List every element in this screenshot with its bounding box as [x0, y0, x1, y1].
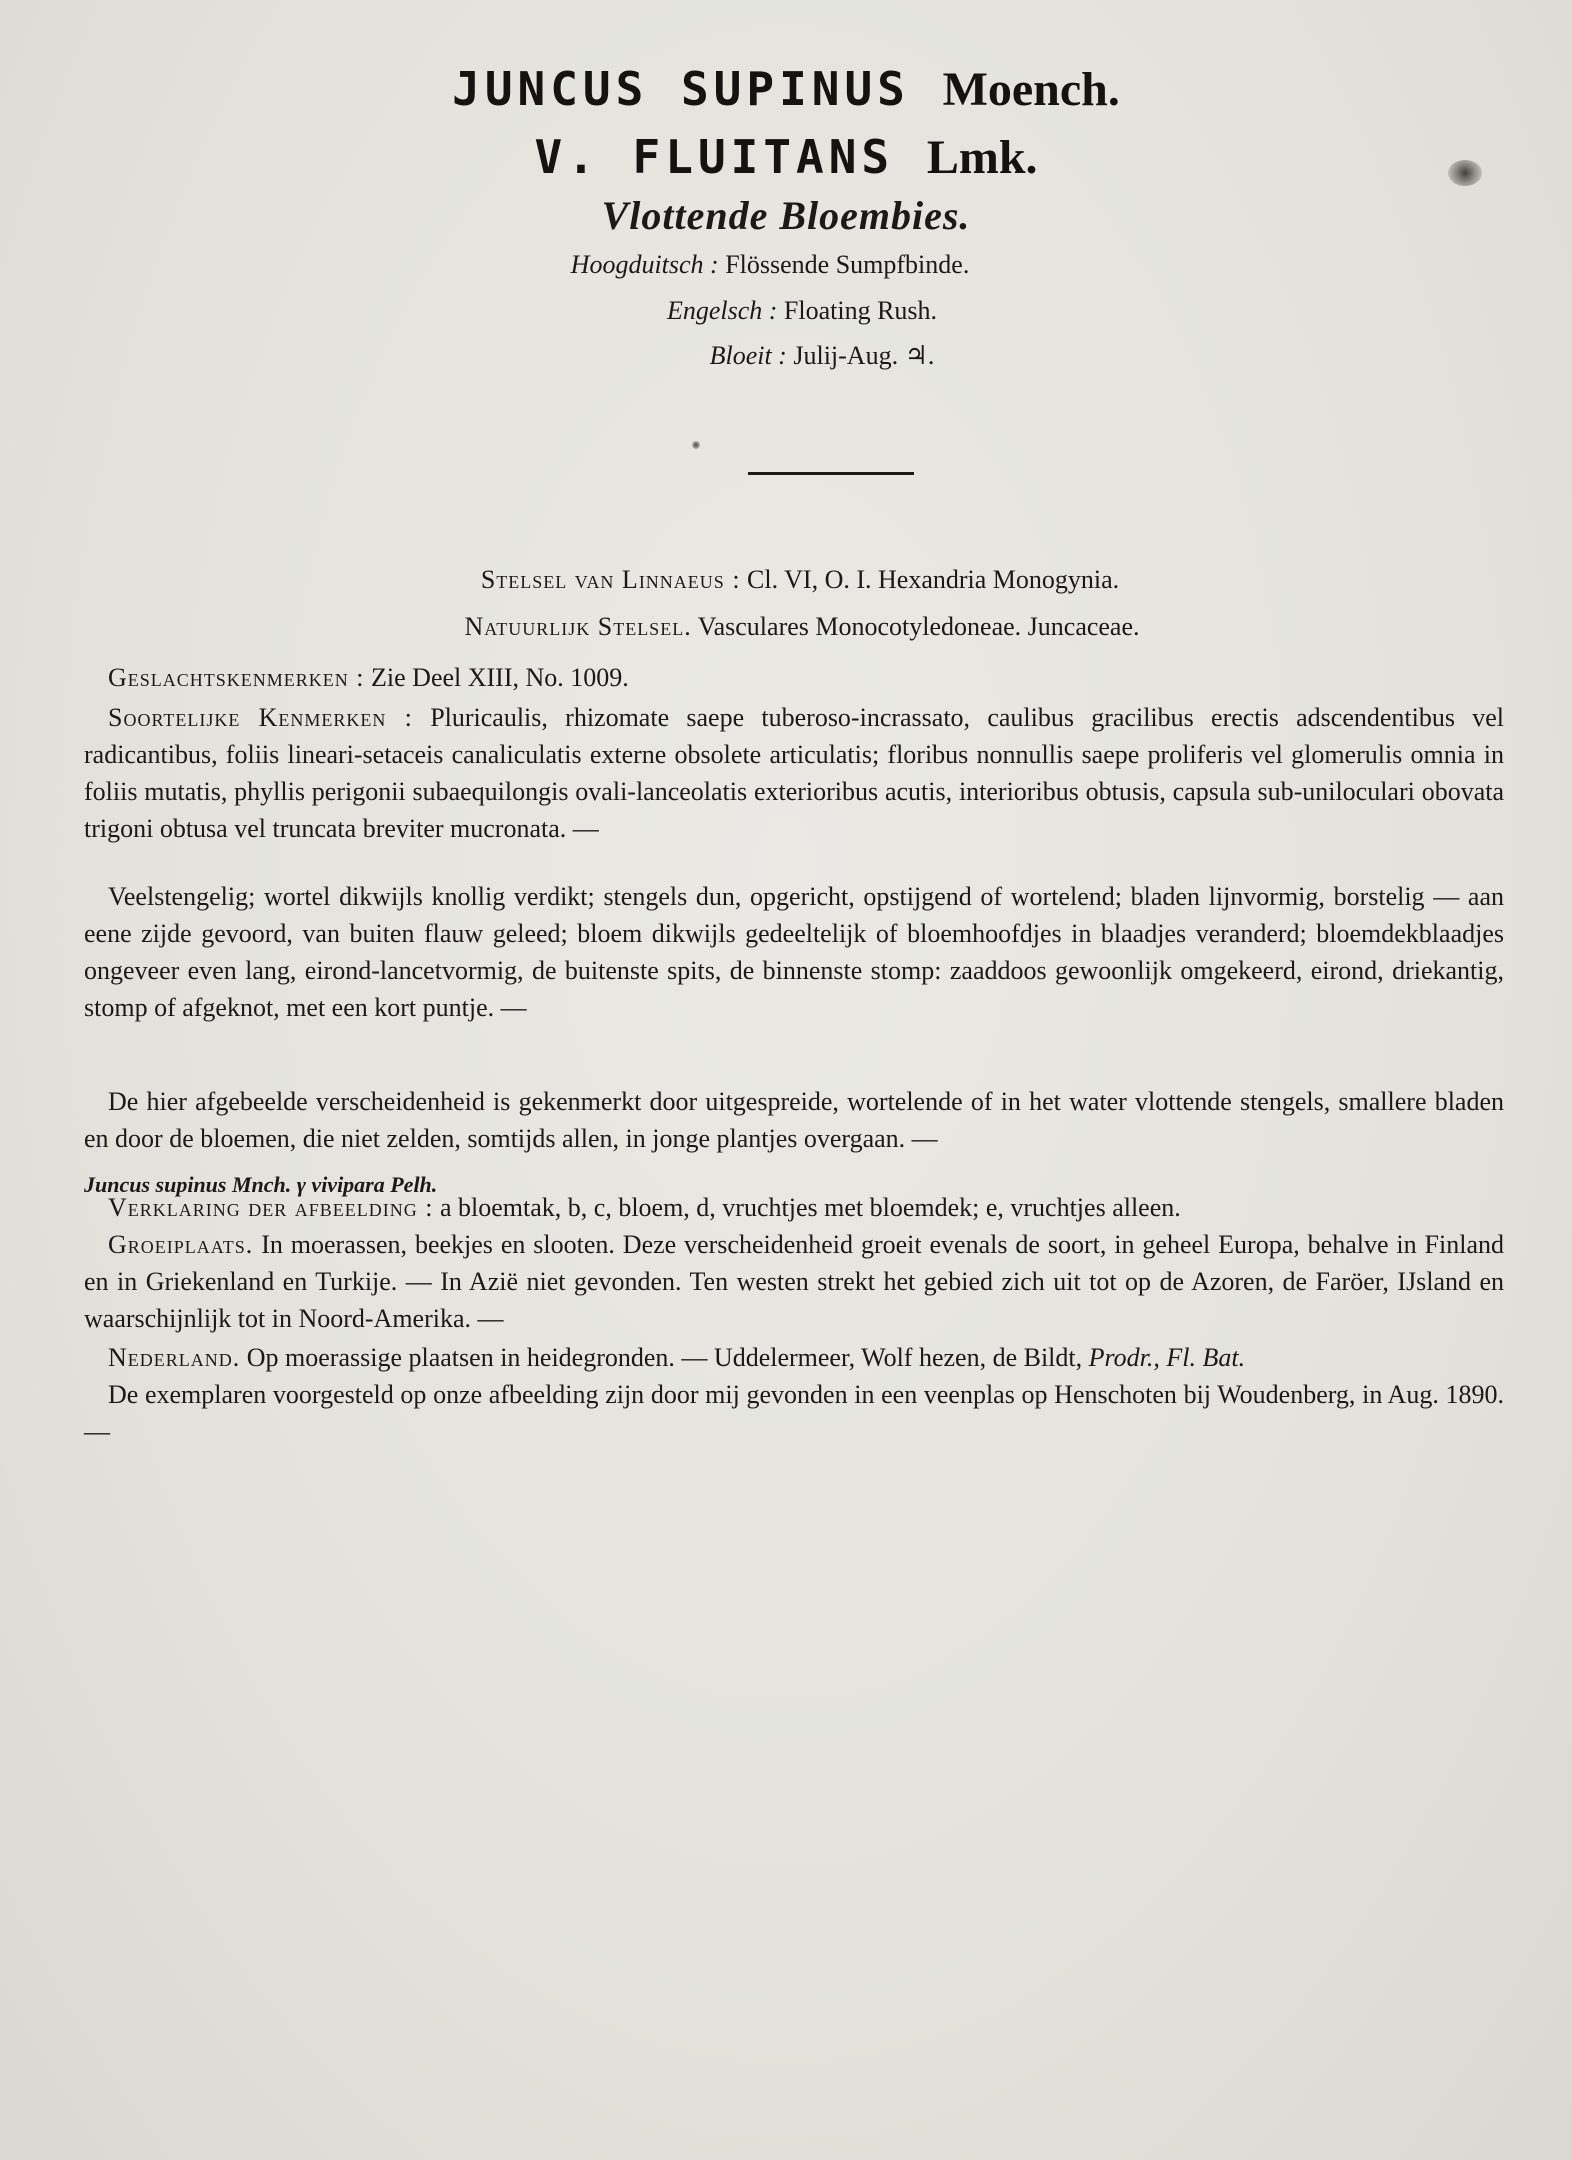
variety-author: Lmk. [926, 131, 1038, 184]
page-speck [692, 441, 700, 449]
species-author: Moench. [942, 63, 1120, 116]
species-char-label: Soortelijke Kenmerken : [108, 703, 413, 732]
figure-explanation [84, 1189, 1504, 1226]
figure-explanation-label: Verklaring der afbeelding : [108, 1193, 434, 1222]
species-title [0, 62, 1572, 117]
natural-value: Vasculares Monocotyledoneae. Juncaceae. [697, 612, 1140, 641]
variety-title [0, 130, 1572, 185]
genus-text: Zie Deel XIII, No. 1009. [371, 663, 629, 692]
netherlands-reference: Prodr., Fl. Bat. [1088, 1343, 1246, 1372]
variety-description: De hier afgebeelde verscheidenheid is gekenmerkt door uitgespreide, wortelende of in het water vlottende stengels, smallere bladen en door de bloemen, die niet zelden, somtijds allen, in jonge plantjes overgaan. — [84, 1087, 1504, 1153]
habitat-label: Groeiplaats. [108, 1230, 254, 1259]
habitat-text: In moerassen, beekjes en slooten. Deze verscheidenheid groeit evenals de soort, in geheel Europa, behalve in Finland en in Griekenland en Turkije. — In Azië niet gevonden. Ten westen strekt het gebied zich uit tot op de Azoren, de Faröer, IJsland en waarschijnlijk tot in Noord-Amerika. — [84, 1230, 1504, 1333]
species-characteristics [84, 699, 1504, 847]
habitat [84, 1226, 1504, 1337]
specimen-note: De exemplaren voorgesteld op onze afbeelding zijn door mij gevonden in een veenplas op Henschoten bij Woudenberg, in Aug. 1890. — [84, 1380, 1504, 1446]
section-divider [748, 472, 914, 475]
german-value: Flössende Sumpfbinde. [725, 250, 970, 279]
linnaeus-system [14, 565, 1572, 595]
flowering-value: Julij-Aug. ♃. [793, 341, 935, 370]
english-value: Floating Rush. [783, 296, 938, 325]
netherlands-text: Op moerassige plaatsen in heidegronden. — Uddelermeer, Wolf hezen, de Bildt, [246, 1343, 1083, 1372]
species-char-text: Pluricaulis, rhizomate saepe tuberoso-incrassato, caulibus gracilibus erectis adscendentibus vel radicantibus, foliis lineari-setaceis canaliculatis externe obsolete articulatis; floribus nonnullis saepe proliferis vel glomerulis omnia in foliis mutatis, phyllis perigonii subaequilongis ovali-lanceolatis exterioribus acutis, interioribus obtusis, capsula sub-uniloculari obovata trigoni obtusa vel truncata breviter mucronata. — [84, 703, 1505, 843]
genus-characteristics [84, 659, 1504, 696]
dutch-description: Veelstengelig; wortel dikwijls knollig verdikt; stengels dun, opgericht, opstijgend of wortelend; bladen lijnvormig, borstelig — aan eene zijde gevoord, van buiten flauw geleed; bloem dikwijls gedeeltelijk of bloemhoofdjes in blaadjes veranderd; bloemdekblaadjes ongeveer even lang, eirond-lancetvormig, de buitenste spits, de binnenste stomp: zaaddoos gewoonlijk omgekeerd, eirond, driekantig, stomp of afgeknot, met een kort puntje. — [84, 882, 1504, 1022]
variety-synonym: Juncus supinus Mnch. γ vivipara Pelh. [84, 1172, 438, 1197]
vernacular-name: Vlottende Bloembies. [601, 193, 971, 238]
english-name [16, 296, 1572, 326]
page-stain [1448, 160, 1482, 186]
genus-label: Geslachtskenmerken : [108, 663, 365, 692]
natural-label: Natuurlijk Stelsel. [464, 612, 692, 641]
netherlands-label: Nederland. [108, 1343, 241, 1372]
netherlands-distribution [84, 1339, 1504, 1376]
variety-name: V. FLUITANS [534, 130, 895, 184]
german-name [0, 250, 1556, 280]
species-name: JUNCUS SUPINUS [452, 62, 910, 116]
linnaeus-value: Cl. VI, O. I. Hexandria Monogynia. [747, 565, 1120, 594]
flowering-period [36, 341, 1572, 371]
english-label: Engelsch : [666, 296, 778, 325]
german-label: Hoogduitsch : [570, 250, 719, 279]
linnaeus-label: Stelsel van Linnaeus : [480, 565, 741, 594]
flowering-label: Bloeit : [709, 341, 787, 370]
natural-system [16, 612, 1572, 642]
figure-explanation-text: a bloemtak, b, c, bloem, d, vruchtjes met bloemdek; e, vruchtjes alleen. [439, 1193, 1181, 1222]
